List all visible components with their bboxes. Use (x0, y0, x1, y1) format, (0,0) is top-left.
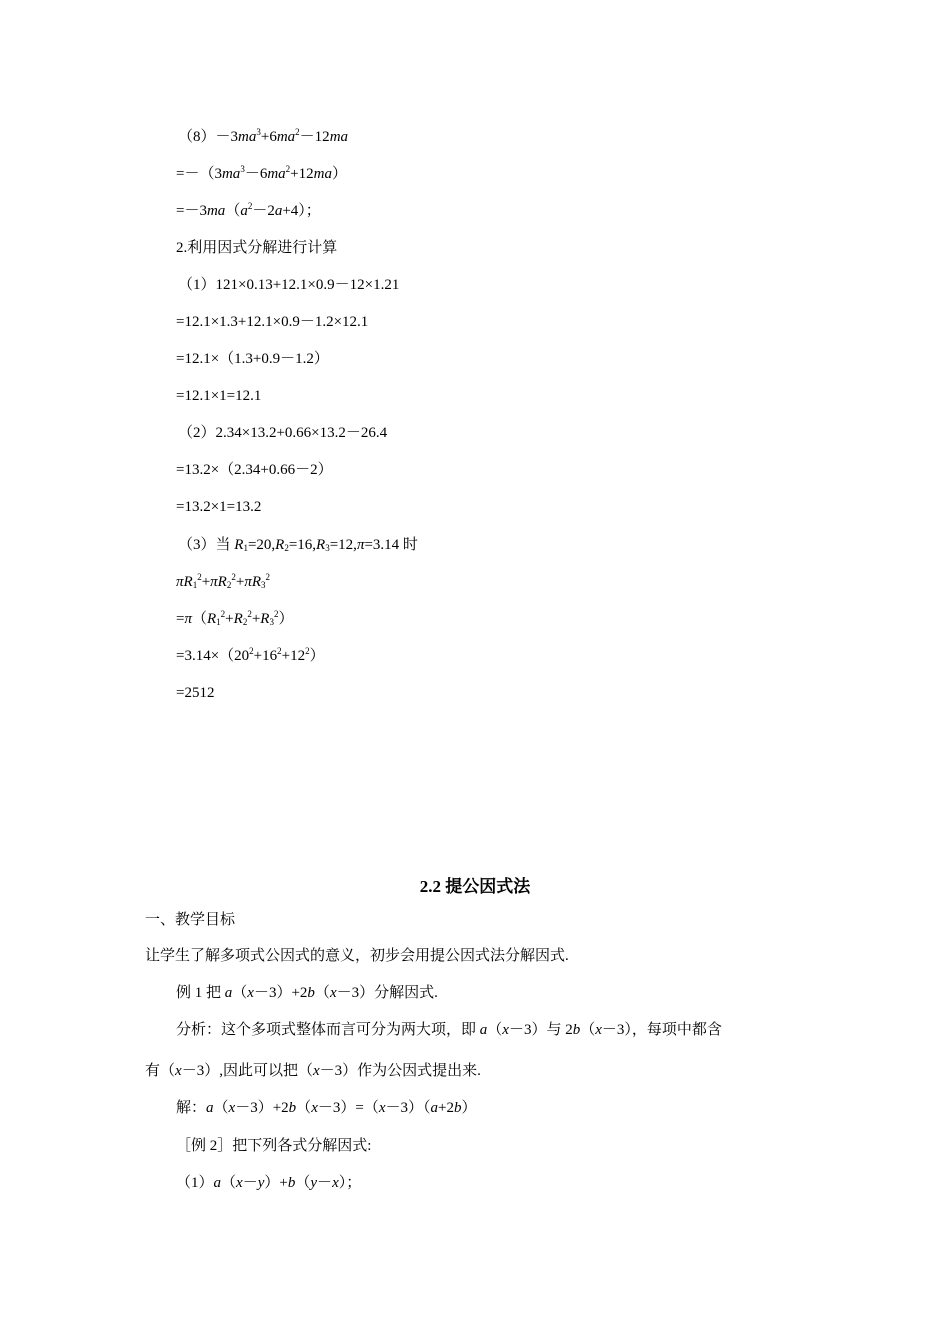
example-2: ［例 2］把下列各式分解因式: (176, 1138, 372, 1154)
example-2-item-1: （1）a（x－y）+b（y－x）； (176, 1175, 362, 1191)
solution-text: 解：a（x－3）+2b（x－3）=（x－3）（a+2b） (176, 1100, 477, 1116)
solution-line: $=\pi(R_1^2+R_2^2+R_3^2)$ (176, 609, 294, 627)
solution-line: $\pi R_1^2+\pi R_2^2+\pi R_3^2$ (176, 572, 270, 590)
solution-line: =12.1×（1.3+0.9－1.2） (176, 351, 329, 367)
section-heading-compute: 2.利用因式分解进行计算 (176, 240, 338, 256)
solution-line: =2512 (176, 685, 215, 701)
solution-line-8: $(8)-3ma^3+6ma^2-12ma$ (178, 127, 349, 145)
analysis-text-cont: 有（x－3）,因此可以把（x－3）作为公因式提出来. (145, 1063, 481, 1079)
solution-line: =12.1×1.3+12.1×0.9－1.2×12.1 (176, 314, 369, 330)
problem-3: （3）当 $R_1=20,R_2=16,R_3=12,\pi=3.14$ 时 (178, 537, 418, 553)
section-title: 2.2 提公因式法 (419, 877, 531, 896)
solution-line: $=-3ma(a^2-2a+4)$； (176, 201, 321, 219)
solution-line: =13.2×1=13.2 (176, 499, 262, 515)
analysis-text: 分析：这个多项式整体而言可分为两大项，即 a（x－3）与 2b（x－3），每项中都含 (176, 1022, 722, 1038)
solution-line: $=3.14\times(20^2+16^2+12^2)$ (176, 646, 325, 664)
problem-1: （1）121×0.13+12.1×0.9－12×1.21 (178, 277, 400, 293)
problem-2: （2）2.34×13.2+0.66×13.2－26.4 (178, 425, 388, 441)
objectives-heading: 一、教学目标 (145, 912, 236, 928)
objectives-text: 让学生了解多项式公因式的意义，初步会用提公因式法分解因式. (145, 948, 569, 964)
solution-line: $=-(3ma^3-6ma^2+12ma)$ (176, 164, 347, 182)
solution-line: =12.1×1=12.1 (176, 388, 262, 404)
example-1: 例 1 把 a（x－3）+2b（x－3）分解因式. (176, 985, 438, 1001)
solution-line: =13.2×（2.34+0.66－2） (176, 462, 333, 478)
